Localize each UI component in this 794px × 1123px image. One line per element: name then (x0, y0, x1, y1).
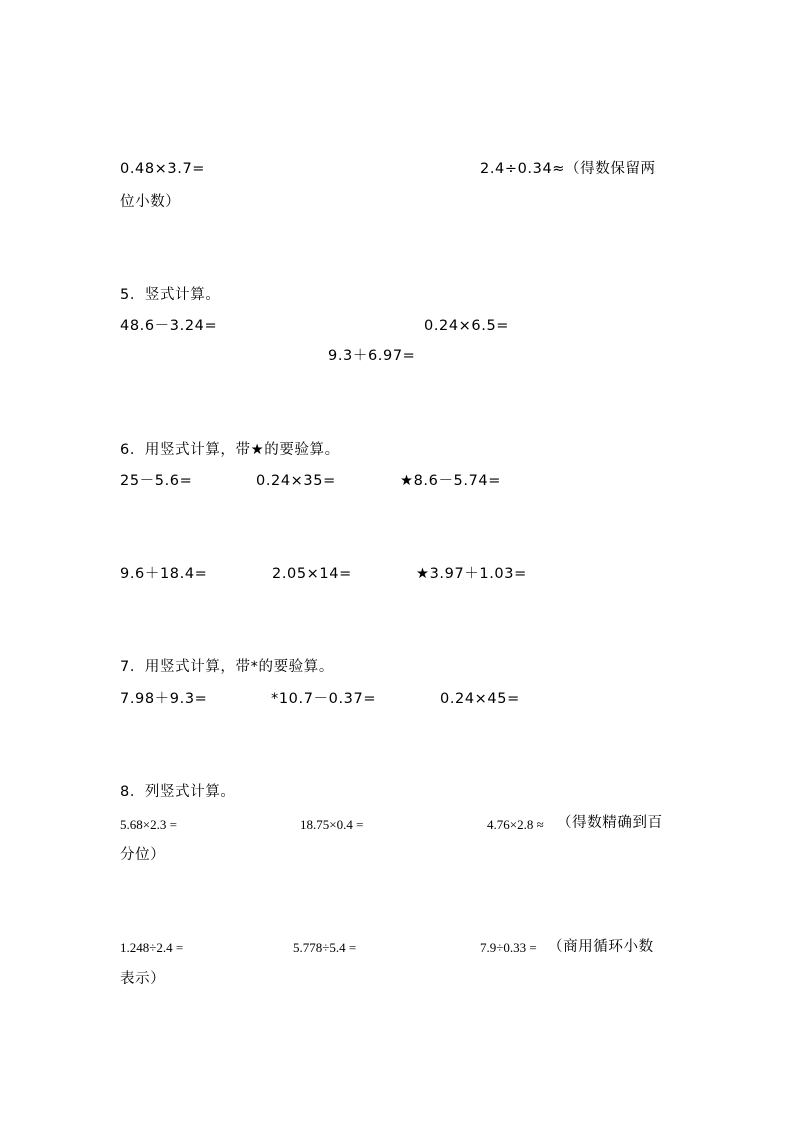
sec8-expr-2: 18.75×0.4 = (300, 817, 364, 832)
sec8-expr-3-note: （得数精确到百 (557, 815, 663, 831)
sec6-expr-6: ★3.97＋1.03= (416, 566, 527, 582)
sec7-expr-3: 0.24×45= (440, 691, 520, 707)
sec4-expr-2: 2.4÷0.34≈（得数保留两 (480, 161, 656, 177)
sec8-expr-6: 7.9÷0.33 = (480, 940, 537, 955)
sec8-title: 8．列竖式计算。 (120, 784, 236, 800)
sec8-expr-6-note: （商用循环小数 (548, 939, 654, 955)
sec5-expr-3: 9.3＋6.97= (328, 348, 416, 364)
sec5-expr-2: 0.24×6.5= (424, 318, 510, 334)
sec7-expr-2: *10.7－0.37= (271, 691, 377, 707)
sec8-expr-1: 5.68×2.3 = (120, 817, 177, 832)
sec8-expr-3: 4.76×2.8 ≈ (487, 817, 544, 832)
sec4-expr-2-cont: 位小数） (120, 194, 181, 210)
sec7-expr-1: 7.98＋9.3= (120, 691, 208, 707)
sec6-expr-3: ★8.6－5.74= (400, 473, 501, 489)
sec8-expr-5: 5.778÷5.4 = (293, 940, 357, 955)
sec6-title: 6．用竖式计算，带★的要验算。 (120, 442, 340, 458)
sec6-expr-2: 0.24×35= (256, 473, 336, 489)
sec5-title: 5．竖式计算。 (120, 287, 221, 303)
sec8-expr-6-note-cont: 表示） (120, 971, 166, 987)
sec8-expr-3-note-cont: 分位） (120, 847, 166, 863)
sec7-title: 7．用竖式计算，带*的要验算。 (120, 659, 334, 675)
sec8-expr-4: 1.248÷2.4 = (120, 940, 184, 955)
sec6-expr-1: 25－5.6= (120, 473, 193, 489)
sec4-expr-1: 0.48×3.7= (120, 161, 206, 177)
sec6-expr-5: 2.05×14= (272, 566, 352, 582)
sec5-expr-1: 48.6－3.24= (120, 318, 218, 334)
sec6-expr-4: 9.6＋18.4= (120, 566, 208, 582)
